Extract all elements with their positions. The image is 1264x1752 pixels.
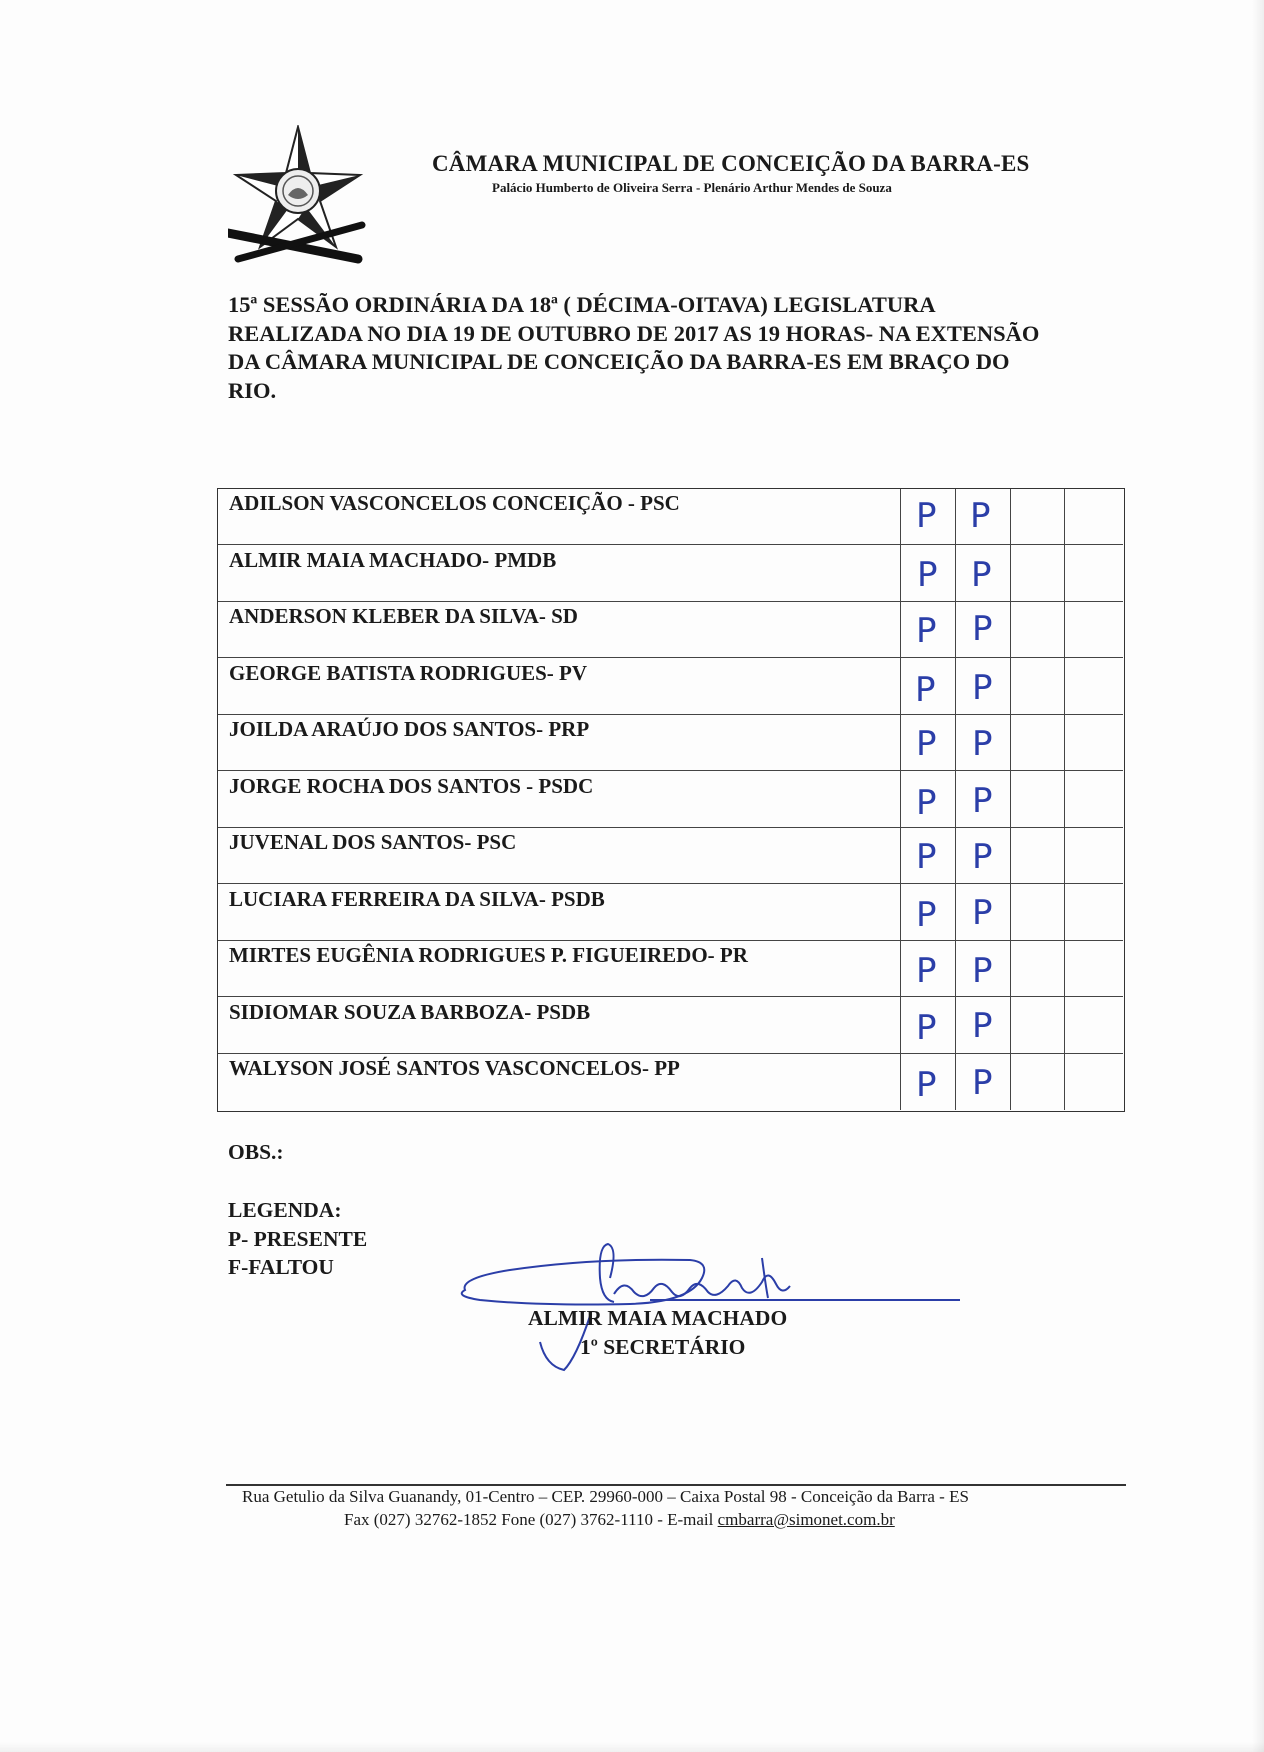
attendance-mark: P	[916, 724, 937, 764]
page-edge-shadow	[1252, 0, 1264, 1752]
attendance-mark: P	[917, 554, 938, 595]
footer-divider	[226, 1484, 1126, 1486]
obs-label: OBS.:	[228, 1140, 284, 1164]
signatory-role: 1º SECRETÁRIO	[580, 1335, 746, 1359]
attendance-mark: P	[972, 724, 993, 764]
member-name: GEORGE BATISTA RODRIGUES- PV	[229, 660, 588, 685]
legend-title: LEGENDA:	[228, 1198, 342, 1222]
table-row	[218, 998, 1123, 1054]
table-row	[218, 941, 1123, 997]
attendance-mark: P	[916, 1007, 937, 1048]
session-line: REALIZADA NO DIA 19 DE OUTUBRO DE 2017 AS 19 HORAS- NA EXTENSÃO	[228, 320, 1040, 346]
attendance-mark: P	[972, 1063, 993, 1103]
signatory-name: ALMIR MAIA MACHADO	[528, 1306, 788, 1330]
footer-phones: Fax (027) 32762-1852 Fone (027) 3762-1110 - E-mail	[344, 1510, 718, 1529]
member-name: JOILDA ARAÚJO DOS SANTOS- PRP	[229, 717, 590, 741]
member-name: JUVENAL DOS SANTOS- PSC	[229, 830, 517, 854]
attendance-mark: P	[916, 782, 937, 823]
legend-present: P- PRESENTE	[228, 1226, 368, 1251]
table-row	[218, 715, 1123, 771]
member-name: ALMIR MAIA MACHADO- PMDB	[229, 547, 557, 572]
member-name: LUCIARA FERREIRA DA SILVA- PSDB	[229, 886, 605, 911]
member-name: SIDIOMAR SOUZA BARBOZA- PSDB	[229, 999, 591, 1024]
member-name: WALYSON JOSÉ SANTOS VASCONCELOS- PP	[229, 1056, 680, 1080]
legend	[228, 1196, 367, 1282]
institution-title: CÂMARA MUNICIPAL DE CONCEIÇÃO DA BARRA-ES	[432, 151, 1030, 176]
footer-address: Rua Getulio da Silva Guanandy, 01-Centro – CEP. 29960-000 – Caixa Postal 98 - Conceição da Barra - ES	[242, 1487, 969, 1506]
attendance-mark: P	[972, 667, 993, 708]
attendance-mark: P	[916, 1065, 937, 1105]
footer-email-link[interactable]: cmbarra@simonet.com.br	[717, 1510, 895, 1529]
attendance-mark: P	[972, 892, 993, 933]
attendance-mark: P	[916, 951, 937, 991]
member-name: JORGE ROCHA DOS SANTOS - PSDC	[229, 773, 594, 798]
table-row	[218, 489, 1123, 545]
table-row	[218, 659, 1123, 715]
member-name: ANDERSON KLEBER DA SILVA- SD	[229, 604, 578, 628]
table-row	[218, 828, 1123, 884]
session-line: 15ª SESSÃO ORDINÁRIA DA 18ª ( DÉCIMA-OITAVA) LEGISLATURA	[228, 292, 936, 317]
table-row	[218, 885, 1123, 941]
attendance-mark: P	[970, 496, 991, 536]
attendance-mark: P	[972, 837, 993, 877]
member-name: ADILSON VASCONCELOS CONCEIÇÃO - PSC	[229, 491, 680, 515]
table-row	[218, 602, 1123, 658]
session-line: RIO.	[228, 377, 277, 403]
session-line: DA CÂMARA MUNICIPAL DE CONCEIÇÃO DA BARRA-ES EM BRAÇO DO	[228, 349, 1010, 374]
attendance-table	[217, 488, 1125, 1112]
attendance-mark: P	[971, 554, 992, 595]
member-name: MIRTES EUGÊNIA RODRIGUES P. FIGUEIREDO- PR	[229, 943, 748, 967]
attendance-mark: P	[916, 611, 937, 651]
attendance-mark: P	[972, 780, 993, 821]
attendance-mark: P	[916, 837, 937, 877]
star-emblem-icon	[228, 125, 368, 265]
institution-subtitle: Palácio Humberto de Oliveira Serra - Plenário Arthur Mendes de Souza	[492, 180, 892, 195]
table-row	[218, 1054, 1123, 1110]
attendance-mark: P	[972, 609, 993, 649]
table-row	[218, 546, 1123, 602]
attendance-mark: P	[915, 669, 936, 710]
attendance-mark: P	[916, 496, 937, 536]
footer-contact	[344, 1510, 895, 1530]
attendance-mark: P	[916, 894, 937, 935]
legend-absent: F-FALTOU	[228, 1255, 334, 1279]
session-heading	[228, 291, 1128, 405]
table-row	[218, 772, 1123, 828]
page-bottom-edge	[0, 1742, 1264, 1752]
attendance-mark: P	[972, 951, 993, 991]
attendance-mark: P	[972, 1005, 993, 1046]
